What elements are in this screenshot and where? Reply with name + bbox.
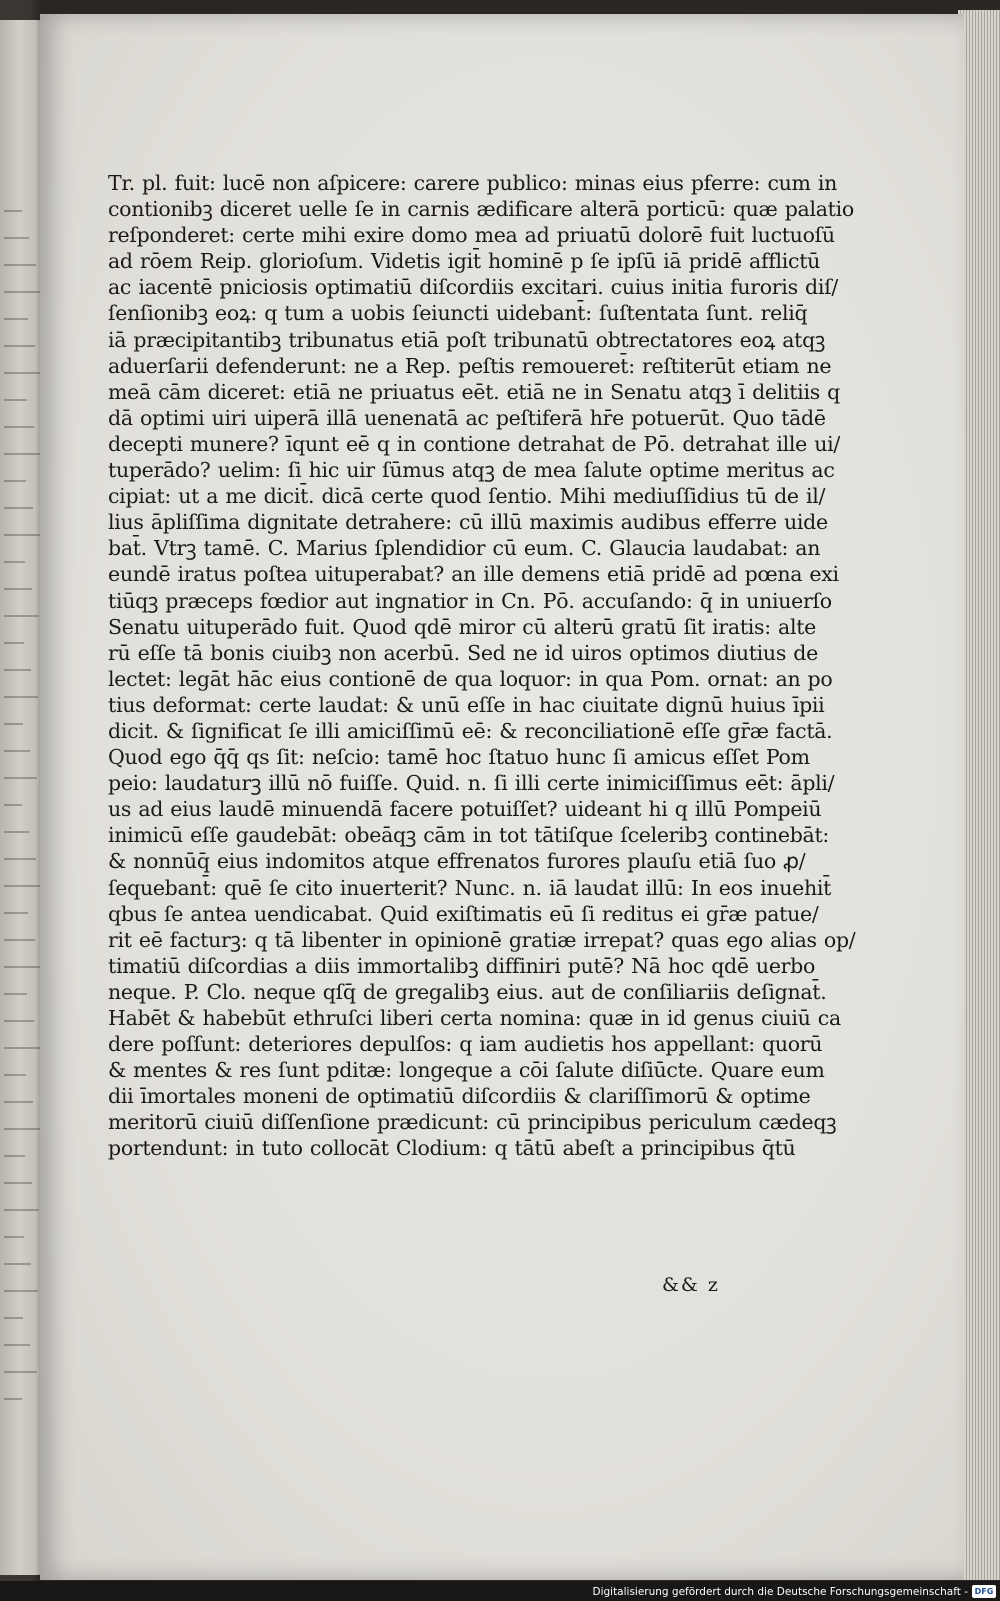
book-page	[40, 14, 964, 1580]
facing-page-text-trace	[4, 642, 24, 644]
facing-page-text-trace	[4, 831, 29, 833]
text-line: rū eſſe tā bonis ciuibꝫ non acerbū. Sed ne id uiros optimos diutius de	[108, 640, 818, 665]
facing-page-edge	[0, 20, 44, 1575]
text-line: portendunt: in tuto collocāt Clodium: q tātū abeſt a principibus q̄tū	[108, 1136, 796, 1161]
facing-page-text-trace	[4, 777, 37, 779]
text-line: contionibꝫ diceret uelle ſe in carnis ædificare alterā porticū: quæ palatio	[108, 197, 854, 222]
text-line: cipiat: ut a me dicit̄. dicā certe quod ſentio. Mihi mediuſſidius tū de il/	[108, 484, 826, 509]
text-line: timatiū diſcordias a diis immortalibꝫ diffiniri putē? Nā hoc qdē uerbo	[108, 953, 816, 978]
facing-page-text-trace	[4, 723, 23, 725]
facing-page-text-trace	[4, 345, 35, 347]
text-line: ſequebant̄: quē ſe cito inuerterit? Nunc. n. iā laudat illū: In eos inuehit̄	[108, 875, 832, 900]
facing-page-text-trace	[4, 318, 28, 320]
facing-page-text-trace	[4, 1155, 25, 1157]
facing-page-text-trace	[4, 534, 40, 536]
facing-page-text-trace	[4, 237, 29, 239]
facing-page-text-trace	[4, 1317, 23, 1319]
text-line: ac iacentē pniciosis optimatiū diſcordiis excitari. cuius initia furoris diſ/	[108, 275, 838, 300]
footer-credit: Digitalisierung gefördert durch die Deutsche Forschungsgemeinschaft -	[592, 1586, 968, 1598]
facing-page-text-trace	[4, 264, 36, 266]
facing-page-text-trace	[4, 1263, 31, 1265]
text-line: ad rōem Reip. glorioſum. Videtis igit̄ hominē p ſe ipſū iā pridē afflictū	[108, 249, 821, 274]
facing-page-text-trace	[4, 1290, 38, 1292]
text-line: tiūqꝫ præceps fœdior aut ingnatior in Cn. Pō. accuſando: q̄ in uniuerſo	[108, 588, 832, 613]
facing-page-text-trace	[4, 1371, 37, 1373]
footer-bar	[0, 1581, 1000, 1601]
facing-page-text-trace	[4, 399, 27, 401]
text-line: & mentes & res ſunt pditæ: longeque a cōi ſalute diſiūcte. Quare eum	[108, 1058, 825, 1083]
text-line: reſponderet: certe mihi exire domo mea ad priuatū dolorē fuit luctuoſū	[108, 223, 835, 248]
facing-page-text-trace	[4, 210, 22, 212]
text-line: peio: laudaturꝫ illū nō fuiſſe. Quid. n. ſi illi certe inimiciſſimus eēt: āpli/	[108, 771, 835, 796]
facing-page-text-trace	[4, 858, 36, 860]
facing-page-text-trace	[4, 480, 26, 482]
text-line: iā præcipitantibꝫ tribunatus etiā poſt tribunatū obtrectatores eoꝝ atqꝫ	[108, 327, 826, 352]
text-line: aduerſarii defenderunt: ne a Rep. peſtis remoueret̄: reſtiterūt etiam ne	[108, 353, 832, 378]
facing-page-text-trace	[4, 885, 43, 887]
facing-page-text-trace	[4, 372, 42, 374]
text-line: & nonnūq̄ eius indomitos atque effrenatos furores plauſu etiā ſuo ꝓ/	[108, 849, 806, 874]
facing-page-text-trace	[4, 939, 35, 941]
facing-page-text-trace	[4, 993, 27, 995]
facing-page-text-trace	[4, 1398, 22, 1400]
text-line: neque. P. Clo. neque qſq̄ de gregalibꝫ eius. aut de conſiliariis deſignat̄.	[108, 979, 827, 1004]
text-line: dere poſſunt: deteriores depulſos: q iam audietis hos appellant: quorū	[108, 1032, 823, 1057]
facing-page-text-trace	[4, 696, 38, 698]
facing-page-text-trace	[4, 750, 30, 752]
signature-mark: && z	[662, 1274, 720, 1296]
text-line: ſenſionibꝫ eoꝝ: q tum a uobis ſeiuncti uidebant̄: ſuſtentata ſunt. reliq̄	[108, 301, 808, 326]
facing-page-text-trace	[4, 966, 42, 968]
dfg-logo-icon	[972, 1585, 996, 1598]
facing-page-text-trace	[4, 561, 25, 563]
facing-page-text-trace	[4, 453, 41, 455]
facing-page-text-trace	[4, 1101, 33, 1103]
facing-page-text-trace	[4, 804, 22, 806]
facing-page-text-trace	[4, 1236, 24, 1238]
facing-page-text-trace	[4, 291, 43, 293]
text-line: qbus ſe antea uendicabat. Quid exiſtimatis eū ſi reditus ei gr̄æ patue/	[108, 901, 819, 926]
text-line: decepti munere? īqunt eē q in contione detrahat de Pō. detrahat ille ui/	[108, 431, 840, 456]
facing-page-text-trace	[4, 615, 39, 617]
text-line: meritorū ciuiū diſſenſione prædicunt: cū principibus periculum cædeqꝫ	[108, 1110, 837, 1135]
facing-page-text-trace	[4, 426, 34, 428]
printed-text-block	[108, 170, 856, 1162]
facing-page-text-trace	[4, 588, 32, 590]
facing-page-text-trace	[4, 912, 28, 914]
text-line: lectet: legāt hāc eius contionē de qua loquor: in qua Pom. ornat: an po	[108, 666, 833, 691]
text-line: tuperādo? uelim: ſi hic uir ſūmus atqꝫ de mea ſalute optime meritus ac	[108, 458, 835, 483]
facing-page-text-trace	[4, 1182, 32, 1184]
facing-page-text-trace	[4, 1074, 26, 1076]
facing-page-text-trace	[4, 1209, 39, 1211]
text-line: eundē iratus poſtea uituperabat? an ille demens etiā pridē ad pœna exi	[108, 562, 839, 587]
facing-page-text-trace	[4, 1047, 41, 1049]
text-line: inimicū eſſe gaudebāt: obeāqꝫ cām in tot tātiſque ſceleribꝫ continebāt:	[108, 823, 829, 848]
facing-page-text-trace	[4, 669, 31, 671]
text-line: tius deformat: certe laudat: & unū eſſe in hac ciuitate dignū huius īpii	[108, 692, 825, 717]
text-line: Habēt & habebūt ethruſci liberi certa nomina: quæ in id genus ciuiū ca	[108, 1006, 841, 1030]
text-line: Senatu uituperādo fuit. Quod qdē miror cū alterū gratū ſit iratis: alte	[108, 614, 817, 639]
text-line: dā optimi uiri uiperā illā uenenatā ac peſtiferā hr̄e potuerūt. Quo tādē	[108, 405, 826, 430]
facing-page-text-trace	[4, 1020, 34, 1022]
facing-page-text-trace	[4, 1128, 40, 1130]
text-line: dii īmortales moneni de optimatiū diſcordiis & clariſſimorū & optime	[108, 1084, 811, 1109]
text-line: lius āpliſſima dignitate detrahere: cū illū maximis audibus efferre uide	[108, 510, 828, 535]
page-stack-edge	[958, 10, 1000, 1580]
dfg-logo-text: DFG	[974, 1587, 994, 1596]
text-line: rit eē facturꝫ: q tā libenter in opinionē gratiæ irrepat? quas ego alias op/	[108, 927, 856, 952]
text-line: Tr. pl. fuit: lucē non aſpicere: carere publico: minas eius pferre: cum in	[108, 171, 838, 195]
facing-page-text-trace	[4, 1344, 30, 1346]
facing-page-text-trace	[4, 507, 33, 509]
text-line: meā cām diceret: etiā ne priuatus eēt. etiā ne in Senatu atqꝫ ī delitiis q	[108, 379, 840, 404]
text-line: us ad eius laudē minuendā facere potuiſſet? uideant hi q illū Pompeiū	[108, 797, 822, 822]
text-line: bat̄. Vtrꝫ tamē. C. Marius ſplendidior cū eum. C. Glaucia laudabat: an	[108, 536, 821, 561]
text-line: Quod ego q̄q̄ qs ſit: neſcio: tamē hoc ſtatuo hunc ſi amicus eſſet Pom	[108, 745, 810, 770]
text-line: dicit. & ſignificat ſe illi amiciſſimū eē: & reconciliationē eſſe gr̄æ factā.	[108, 718, 833, 743]
